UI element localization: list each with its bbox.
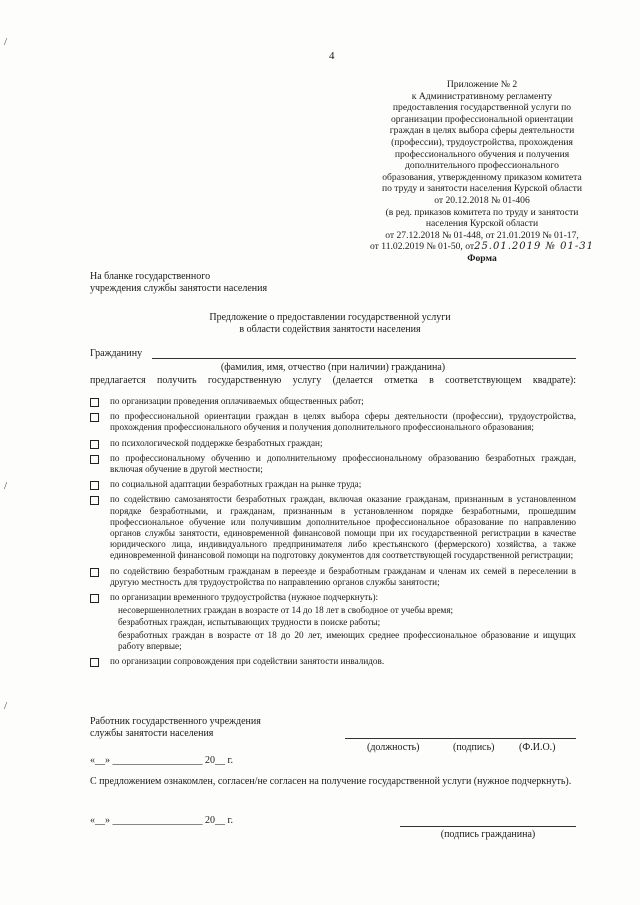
offer-text: предлагается получить государственную услугу (делается отметка в соответствующем квадрате): <box>90 375 576 386</box>
margin-mark: / <box>4 700 8 712</box>
service-item-text: по профессиональной ориентации граждан в целях выбора сферы деятельности (профессии), трудоустройства, прохождения профессионального обучения и получения дополнительного профессионального образования; <box>110 411 576 433</box>
appendix-line: предоставления государственной услуги по <box>392 102 572 114</box>
checkbox[interactable] <box>90 413 99 422</box>
letterhead <box>90 271 267 295</box>
service-item <box>90 479 576 490</box>
citizen-hint: (фамилия, имя, отчество (при наличии) гражданина) <box>220 362 446 373</box>
worker-line: Работник государственного учреждения <box>90 716 261 727</box>
checkbox[interactable] <box>90 658 99 667</box>
letterhead-line: На бланке государственного <box>90 271 211 282</box>
service-item <box>90 656 576 667</box>
heading-line: Предложение о предоставлении государственной услуги <box>209 312 451 323</box>
citizen-label: Гражданину <box>90 348 143 359</box>
service-item-text: по содействию безработным гражданам в переезде и безработным гражданам и членам их семей в переселении в другую местность для трудоустройства по направлению органов службы занятости; <box>110 565 576 587</box>
checkbox[interactable] <box>90 568 99 577</box>
position-label: (должность) <box>367 742 420 753</box>
margin-mark: / <box>4 480 8 492</box>
document-heading <box>160 312 500 336</box>
service-item <box>90 396 576 407</box>
appendix-last-line <box>332 241 632 253</box>
checkbox[interactable] <box>90 440 99 449</box>
checkbox[interactable] <box>90 496 99 505</box>
service-item <box>90 453 576 475</box>
letterhead-line: учреждения службы занятости населения <box>90 283 268 294</box>
service-item <box>90 411 576 433</box>
checkbox[interactable] <box>90 481 99 490</box>
temp-employment-options <box>90 605 576 652</box>
worker-block <box>90 716 261 740</box>
service-item-text: по профессиональному обучению и дополнительному профессиональному образованию безработных граждан, включая обучение в другой местности; <box>110 452 576 475</box>
service-item-text: по организации временного трудоустройства (нужное подчеркнуть): <box>110 592 379 603</box>
service-item-text: по организации сопровождения при содействии занятости инвалидов. <box>110 656 385 667</box>
appendix-line: Приложение № 2 <box>446 79 518 90</box>
name-label: (Ф.И.О.) <box>519 742 556 753</box>
sub-option[interactable]: безработных граждан, испытывающих трудности в поиске работы; <box>118 617 381 628</box>
appendix-line: (профессии), трудоустройства, прохождения <box>391 136 573 148</box>
service-item-text: по психологической поддержке безработных граждан; <box>110 437 323 448</box>
citizen-name-field[interactable] <box>152 358 576 359</box>
checkbox[interactable] <box>90 455 99 464</box>
appendix-line: организации профессиональной ориентации <box>391 113 573 125</box>
signature-label: (подпись) <box>453 742 495 753</box>
appendix-line: от 11.02.2019 № 01-50, от <box>370 241 475 253</box>
service-item-text: по социальной адаптации безработных граждан на рынке труда; <box>110 479 362 490</box>
service-item <box>90 592 576 603</box>
citizen-signature-label: (подпись гражданина) <box>440 829 536 840</box>
date-field[interactable]: «__» __________________ 20__ г. <box>90 755 233 766</box>
date-field[interactable]: «__» __________________ 20__ г. <box>90 815 233 826</box>
service-item <box>90 438 576 449</box>
appendix-line: профессионального обучения и получения <box>394 148 570 160</box>
appendix-line: дополнительного профессионального <box>405 160 559 172</box>
consent-text: С предложением ознакомлен, согласен/не согласен на получение государственной услуги (нужное подчеркнуть). <box>90 776 572 787</box>
form-label: Форма <box>467 252 497 264</box>
margin-mark: / <box>4 36 8 48</box>
service-item-text: по организации проведения оплачиваемых общественных работ; <box>110 396 364 406</box>
worker-line: службы занятости населения <box>90 728 214 739</box>
page-number: 4 <box>329 50 335 62</box>
appendix-line: от 20.12.2018 № 01-406 <box>434 194 530 206</box>
appendix-line: по труду и занятости населения Курской области <box>381 183 583 195</box>
appendix-line: (в ред. приказов комитета по труду и занятости <box>385 206 579 218</box>
sub-option[interactable]: безработных граждан в возрасте от 18 до 20 лет, имеющих среднее профессиональное образование и ищущих работу впервые; <box>118 629 576 651</box>
appendix-line: граждан в целях выбора сферы деятельности <box>389 125 575 137</box>
service-list <box>90 396 576 671</box>
service-item-text: по содействию самозанятости безработных граждан, включая оказание гражданам, признанным в установленном порядке безработными, и гражданам, признанным в установленном порядке безработными, прошедшим профессиональное обучение или получившим дополнительное профессиональное образование по направлению органов службы занятости, единовременной финансовой помощи при их государственной регистрации в качестве юридического лица, индивидуального предпринимателя либо крестьянского (фермерского) хозяйства, а также единовременной финансовой помощи на подготовку документов для соответствующей государственной регистрации; <box>110 494 576 561</box>
heading-line: в области содействия занятости населения <box>239 324 421 335</box>
appendix-line: к Административному регламенту <box>411 90 553 102</box>
sub-option[interactable]: несовершеннолетних граждан в возрасте от 14 до 18 лет в свободное от учебы время; <box>118 605 454 616</box>
appendix-line: населения Курской области <box>425 218 539 230</box>
checkbox[interactable] <box>90 398 99 407</box>
handwritten-amendment: 25.01.2019 № 01-31 <box>474 241 594 253</box>
appendix-line: от 27.12.2018 № 01-448, от 21.01.2019 № 01-17, <box>385 229 579 241</box>
service-item <box>90 494 576 561</box>
citizen-signature-field[interactable] <box>400 826 576 827</box>
citizen-row <box>90 348 576 359</box>
appendix-block <box>332 79 632 265</box>
worker-signature-field[interactable] <box>345 738 576 739</box>
service-item <box>90 566 576 588</box>
checkbox[interactable] <box>90 594 99 603</box>
appendix-line: образования, утвержденному приказом комитета <box>382 171 582 183</box>
